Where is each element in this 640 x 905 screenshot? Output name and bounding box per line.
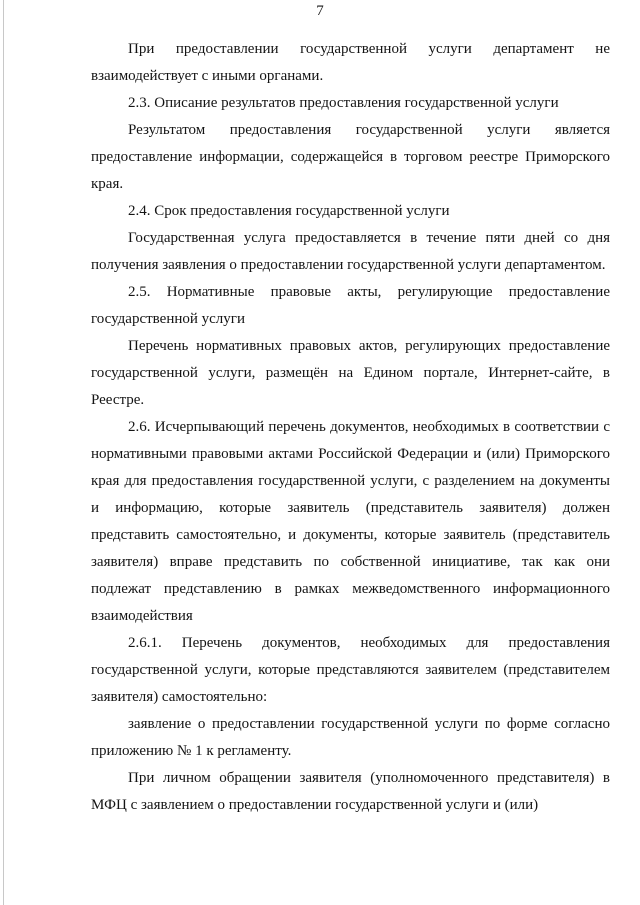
section-heading-2-6: 2.6. Исчерпывающий перечень документов, необходимых в соответствии с нормативными правовыми актами Российской Федерации и (или) Приморского края для предоставления государственной услуги, с разделением на документы и информацию, которые заявитель (представитель заявителя) должен представить самостоятельно, и документы, которые заявитель (представитель заявителя) вправе представить по собственной инициативе, так как они подлежат представлению в рамках межведомственного информационного взаимодействия [91,419,610,624]
document-body [91,36,610,819]
page-number: 7 [316,3,324,19]
paragraph-application: заявление о предоставлении государственной услуги по форме согласно приложению № 1 к регламенту. [91,716,610,759]
section-heading-2-4: 2.4. Срок предоставления государственной услуги [128,203,450,219]
paragraph-result: Результатом предоставления государственной услуги является предоставление информации, содержащейся в торговом реестре Приморского края. [91,122,610,192]
section-heading-2-3: 2.3. Описание результатов предоставления государственной услуги [128,95,559,111]
paragraph-legal-acts: Перечень нормативных правовых актов, регулирующих предоставление государственной услуги, размещён на Едином портале, Интернет-сайте, в Реестре. [91,338,610,408]
paragraph-personal-appeal: При личном обращении заявителя (уполномоченного представителя) в МФЦ с заявлением о предоставлении государственной услуги и (или) [91,770,610,813]
paragraph-no-interaction: При предоставлении государственной услуги департамент не взаимодействует с иными органами. [91,41,610,84]
scan-edge-line [3,0,4,905]
section-heading-2-5: 2.5. Нормативные правовые акты, регулирующие предоставление государственной услуги [91,284,610,327]
section-heading-2-6-1: 2.6.1. Перечень документов, необходимых для предоставления государственной услуги, которые представляются заявителем (представителем заявителя) самостоятельно: [91,635,610,705]
paragraph-term: Государственная услуга предоставляется в течение пяти дней со дня получения заявления о предоставлении государственной услуги департаментом. [91,230,610,273]
